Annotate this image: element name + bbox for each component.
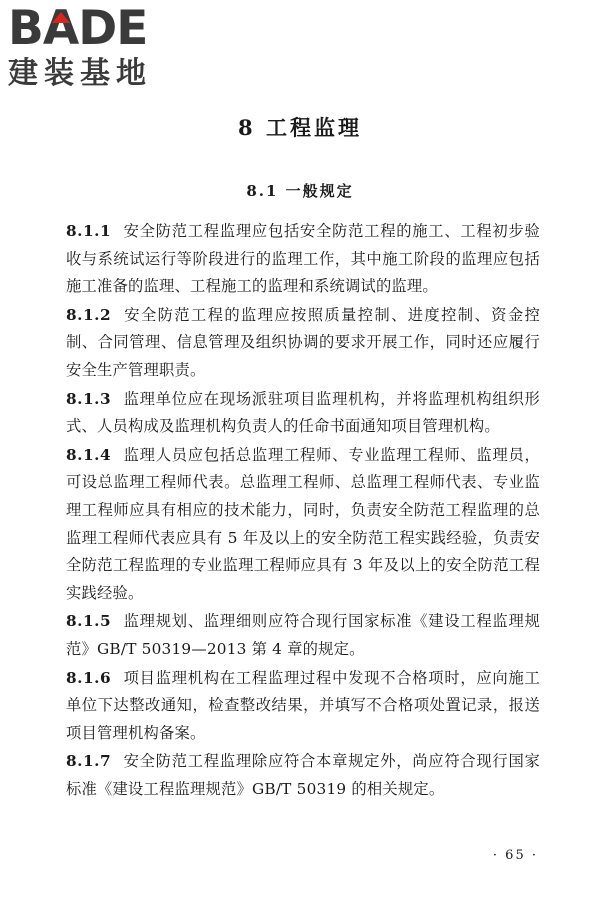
clause-8-1-4 [66, 442, 540, 608]
logo-accent-letter: A [42, 1, 79, 56]
clause-list [66, 218, 540, 804]
logo-wordmark: BA DE [8, 1, 148, 56]
clause-number: 8.1.7 [66, 752, 112, 771]
section-title: 8.1 一般规定 [246, 182, 354, 200]
clause-8-1-2 [66, 302, 540, 385]
clause-8-1-1 [66, 218, 540, 301]
page-number: · 65 · [492, 848, 538, 863]
clause-number: 8.1.2 [66, 305, 112, 324]
clause-text: 安全防范工程监理除应符合本章规定外，尚应符合现行国家标准《建设工程监理规范》GB/T 50319 的相关规定。 [66, 752, 540, 798]
clause-number: 8.1.6 [66, 668, 112, 687]
clause-number: 8.1.4 [66, 445, 112, 464]
clause-text: 项目监理机构在工程监理过程中发现不合格项时，应向施工单位下达整改通知，检查整改结果，并填写不合格项处置记录，报送项目管理机构备案。 [66, 668, 540, 742]
clause-8-1-3 [66, 386, 540, 441]
bade-logo [8, 1, 178, 94]
clause-8-1-6 [66, 665, 540, 748]
clause-text: 监理单位应在现场派驻项目监理机构，并将监理机构组织形式、人员构成及监理机构负责人的任命书面通知项目管理机构。 [66, 389, 540, 436]
clause-text: 监理人员应包括总监理工程师、专业监理工程师、监理员，可设总监理工程师代表。总监理工程师、总监理工程师代表、专业监理工程师应具有相应的技术能力，同时，负责安全防范工程监理的总监理工程师代表应具有 5 年及以上的安全防范工程实践经验，负责安全防范工程监理的专业监理工程师应具有 3 年及以上的安全防范工程实践经验。 [66, 445, 540, 602]
clause-text: 监理规划、监理细则应符合现行国家标准《建设工程监理规范》GB/T 50319—2013 第 4 章的规定。 [66, 612, 540, 658]
clause-text: 安全防范工程监理应包括安全防范工程的施工、工程初步验收与系统试运行等阶段进行的监理工作，其中施工阶段的监理应包括施工准备的监理、工程施工的监理和系统调试的监理。 [66, 222, 540, 296]
clause-text: 安全防范工程的监理应按照质量控制、进度控制、资金控制、合同管理、信息管理及组织协调的要求开展工作，同时还应履行安全生产管理职责。 [66, 305, 540, 379]
logo-chinese-text: 建装基地 [8, 56, 152, 91]
clause-number: 8.1.3 [66, 389, 112, 408]
logo-red-triangle-icon [52, 12, 70, 23]
clause-number: 8.1.5 [66, 612, 112, 631]
clause-number: 8.1.1 [66, 222, 112, 240]
clause-8-1-7 [66, 748, 540, 803]
chapter-title: 8 工程监理 [238, 115, 362, 140]
clause-8-1-5 [66, 608, 540, 663]
